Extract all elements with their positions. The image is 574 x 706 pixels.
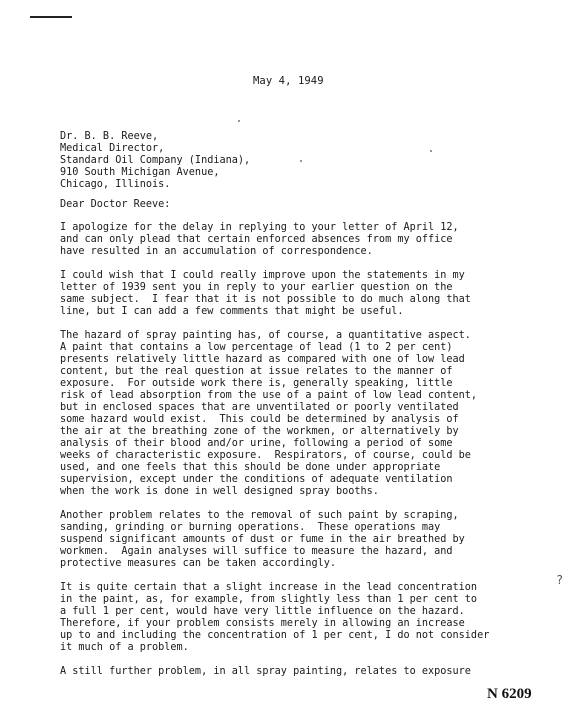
paragraph-line: supervision, except under the conditions of adequate ventilation bbox=[60, 474, 453, 485]
paragraph-line: I apologize for the delay in replying to your letter of April 12, bbox=[60, 222, 459, 233]
paragraph-line: and can only plead that certain enforced absences from my office bbox=[60, 234, 453, 245]
paragraph-line: Therefore, if your problem consists merely in allowing an increase bbox=[60, 618, 465, 629]
address-line: 910 South Michigan Avenue, bbox=[60, 167, 220, 178]
paragraph-line: risk of lead absorption from the use of a paint of low lead content, bbox=[60, 390, 478, 401]
paragraph-line: I could wish that I could really improve upon the statements in my bbox=[60, 270, 465, 281]
paragraph-line: A still further problem, in all spray painting, relates to exposure bbox=[60, 666, 471, 677]
paragraph-line: a full 1 per cent, would have very little influence on the hazard. bbox=[60, 606, 465, 617]
paragraph-line: letter of 1939 sent you in reply to your earlier question on the bbox=[60, 282, 453, 293]
margin-mark: ? bbox=[556, 573, 564, 587]
paragraph-line: same subject. I fear that it is not possible to do much along that bbox=[60, 294, 471, 305]
top-rule-mark bbox=[30, 16, 72, 18]
paragraph-line: protective measures can be taken accordingly. bbox=[60, 558, 337, 569]
paragraph-line: up to and including the concentration of 1 per cent, I do not consider bbox=[60, 630, 490, 641]
document-number: N 6209 bbox=[487, 686, 532, 702]
paragraph-line: line, but I can add a few comments that might be useful. bbox=[60, 306, 404, 317]
address-line: Standard Oil Company (Indiana), bbox=[60, 155, 251, 166]
paragraph-line: suspend significant amounts of dust or fume in the air breathed by bbox=[60, 534, 465, 545]
address-line: Chicago, Illinois. bbox=[60, 179, 171, 190]
paper-speck bbox=[238, 120, 240, 122]
paragraph-line: some hazard would exist. This could be determined by analysis of bbox=[60, 414, 459, 425]
recipient-address bbox=[60, 131, 250, 191]
paragraph-line: content, but the real question at issue relates to the manner of bbox=[60, 366, 453, 377]
paragraph bbox=[60, 222, 560, 258]
paragraph-line: when the work is done in well designed spray booths. bbox=[60, 486, 379, 497]
letter-date: May 4, 1949 bbox=[253, 75, 324, 87]
paragraph-line: presents relatively little hazard as compared with one of low lead bbox=[60, 354, 465, 365]
paragraph-line: weeks of characteristic exposure. Respirators, of course, could be bbox=[60, 450, 471, 461]
paragraph-line: It is quite certain that a slight increase in the lead concentration bbox=[60, 582, 478, 593]
paragraph-line: have resulted in an accumulation of correspondence. bbox=[60, 246, 373, 257]
paragraph-line: but in enclosed spaces that are unventilated or poorly ventilated bbox=[60, 402, 459, 413]
paragraph-line: The hazard of spray painting has, of course, a quantitative aspect. bbox=[60, 330, 471, 341]
paragraph-line: Another problem relates to the removal of such paint by scraping, bbox=[60, 510, 459, 521]
paragraph bbox=[60, 666, 560, 678]
paragraph-line: A paint that contains a low percentage of lead (1 to 2 per cent) bbox=[60, 342, 453, 353]
address-line: Dr. B. B. Reeve, bbox=[60, 131, 159, 142]
paragraph-line: analysis of their blood and/or urine, following a period of some bbox=[60, 438, 453, 449]
salutation: Dear Doctor Reeve: bbox=[60, 199, 171, 210]
address-line: Medical Director, bbox=[60, 143, 165, 154]
paragraph-line: in the paint, as, for example, from slightly less than 1 per cent to bbox=[60, 594, 478, 605]
paragraph-line: the air at the breathing zone of the workmen, or alternatively by bbox=[60, 426, 459, 437]
paragraph bbox=[60, 270, 560, 318]
paragraph bbox=[60, 582, 560, 654]
paragraph-line: sanding, grinding or burning operations. These operations may bbox=[60, 522, 441, 533]
paragraph-line: it much of a problem. bbox=[60, 642, 189, 653]
paragraph-line: used, and one feels that this should be done under appropriate bbox=[60, 462, 441, 473]
paper-speck bbox=[430, 150, 432, 152]
letter-body bbox=[60, 222, 560, 690]
paragraph bbox=[60, 510, 560, 570]
paragraph-line: exposure. For outside work there is, generally speaking, little bbox=[60, 378, 453, 389]
paragraph-line: workmen. Again analyses will suffice to measure the hazard, and bbox=[60, 546, 453, 557]
paragraph bbox=[60, 330, 560, 498]
paper-speck bbox=[300, 160, 302, 162]
